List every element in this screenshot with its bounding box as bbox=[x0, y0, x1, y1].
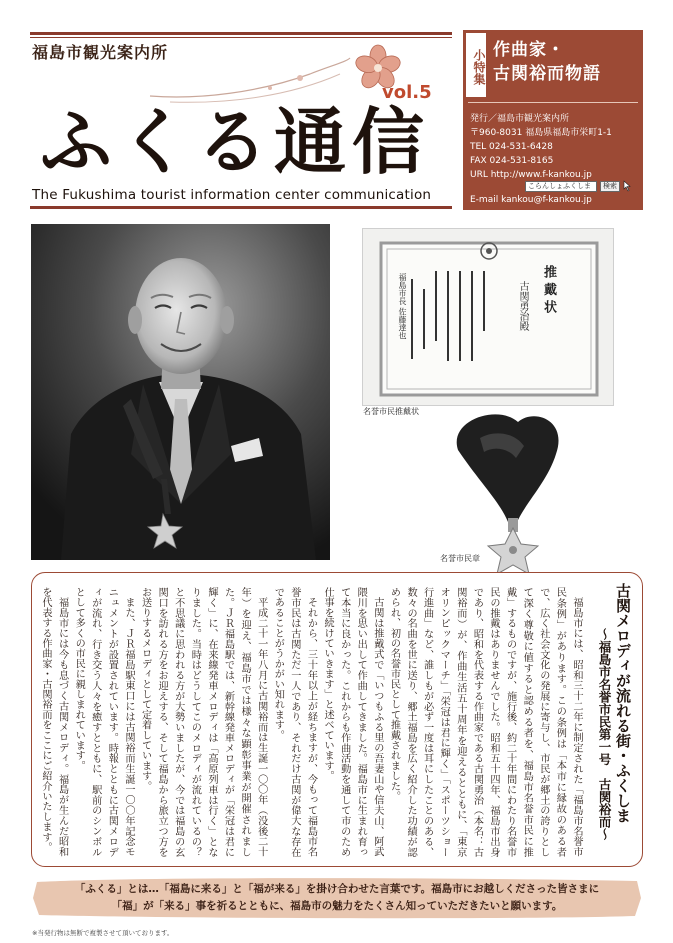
certificate-heading: 推 戴 状 bbox=[541, 265, 556, 314]
footer-line: 「ふくる」とは…「福島に来る」と「福が来る」を掛け合わせた言葉です。福島市にお越しくださった皆さまに bbox=[74, 883, 600, 895]
article-paragraph: 古関は推戴式で「いつもふる里の吾妻山や信夫山、阿武隈川を思い出して作曲してきました。福島市に生まれ育って本当に良かった。これからも作曲活動を通して市のため仕事を続けていきます」と述べています。 bbox=[322, 587, 383, 857]
portrait-photo bbox=[31, 224, 330, 560]
article-heading: 古関メロディが流れる街・ふくしま bbox=[614, 583, 632, 823]
certificate-name: 古関勇治殿 bbox=[517, 281, 528, 331]
certificate-signer: 福島市長 佐藤達也 bbox=[398, 273, 407, 340]
top-rule-thin bbox=[30, 37, 452, 38]
email-line[interactable]: E-mail kankou@f-kankou.jp bbox=[470, 195, 592, 205]
medal-photo bbox=[438, 410, 570, 576]
footer-line: 「福」が「来る」事を祈るとともに、福島市の魅力をたくさん知っていただきたいと願います。 bbox=[111, 900, 563, 912]
feature-title-line: 作曲家・ bbox=[493, 40, 565, 60]
english-subtitle: The Fukushima tourist information center communication bbox=[32, 187, 432, 203]
certificate-photo bbox=[362, 228, 614, 406]
phone-line: TEL 024-531-6428 bbox=[470, 142, 553, 152]
fax-line: FAX 024-531-8165 bbox=[470, 156, 554, 166]
top-rule bbox=[30, 32, 452, 35]
feature-tag: 小特集 bbox=[466, 33, 486, 97]
pointer-cursor-icon bbox=[623, 181, 631, 191]
divider bbox=[468, 102, 638, 103]
newsletter-title: ふくる通信 bbox=[40, 99, 431, 184]
url-line[interactable]: URL http://www.f-kankou.jp bbox=[470, 170, 592, 180]
publisher-line: 発行／福島市観光案内所 bbox=[470, 114, 570, 124]
feature-title bbox=[493, 38, 601, 86]
certificate-caption: 名誉市民推戴状 bbox=[363, 407, 419, 416]
article-box bbox=[31, 572, 643, 867]
footnote: ※当発行物は無断で複製させて頂いております。 bbox=[32, 929, 174, 937]
footer-banner bbox=[31, 876, 643, 920]
feature-title-line: 古関裕而物語 bbox=[493, 64, 601, 84]
decorative-swirl-icon bbox=[150, 48, 350, 104]
search-input[interactable]: こらんしょふくしま bbox=[525, 181, 597, 192]
office-name: 福島市観光案内所 bbox=[32, 43, 169, 62]
article-paragraph: また、ＪＲ福島駅東口には古関裕而生誕一〇〇年記念モニュメントが設置されています。時報とともに古関メロディが流れ、行き交う人々を癒すとともに、駅前のシンボルとして多くの市民に親しまれています。 bbox=[73, 587, 134, 857]
search-button[interactable]: 検索 bbox=[600, 181, 620, 192]
article-paragraph: 平成二十一年八月に古関裕而は生誕一〇〇年（没後二十年）を迎え、福島市では様々な顕彰事業が開催されました。ＪＲ福島駅では、新幹線発車メロディが「栄冠は君に輝く」に、在来線発車メロディは「高原列車は行く」となりました。当時はどうしてこのメロディが流れているの？と不思議に思われる方が大勢いましたが、今では福島の玄関口を訪れる方をお迎えする、そして福島から旅立つ方をお送りするメロディとして定着しています。 bbox=[139, 587, 267, 857]
article-paragraph: 福島市には今も息づく古関メロディ。福島が生んだ昭和を代表する作曲家・古関裕而をここにご紹介いたします。 bbox=[40, 587, 68, 857]
article-paragraph: 福島市には、昭和三十二年に制定された「福島市名誉市民条例」があります。この条例は「本市に縁故のある者で、広く社会文化の発展に寄与し、市民が郷土の誇りとして深く尊敬に値すると認める者を、福島市名誉市民に推戴」するものですが、施行後、約二十年間にわたり名誉市民の推戴はありませんでした。昭和五十四年、福島市出身であり、昭和を代表する作曲家である古関勇治（本名：古関裕而）が、作曲生活五十周年を迎えるとともに、「東京オリンピックマーチ」「栄冠は君に輝く」「スポーツショー行進曲」など、誰しもが必ず一度は耳にしたことのある、数々の名曲を世に送り、郷土福島を広く紹介した功績が認められ、初の名誉市民として推戴されました。 bbox=[388, 587, 582, 857]
footer-text bbox=[31, 881, 643, 915]
masthead bbox=[30, 30, 452, 210]
volume-badge: vol.5 bbox=[382, 82, 432, 103]
publisher-info bbox=[470, 112, 612, 182]
medal-caption: 名誉市民章 bbox=[440, 554, 480, 563]
address-line: 〒960-8031 福島県福島市栄町1-1 bbox=[470, 128, 612, 138]
bottom-rule bbox=[30, 206, 452, 209]
article-subheading: ～福島市名誉市民第一号 古関裕而～ bbox=[597, 628, 612, 841]
article-paragraph: それから、三十年以上が経ちますが、今もって福島市名誉市民は古関ただ一人であり、それだけ古関が偉大な存在であることがうかがい知れます。 bbox=[272, 587, 317, 857]
feature-info-panel bbox=[463, 30, 643, 210]
search-row bbox=[525, 180, 631, 192]
article-body bbox=[40, 587, 584, 857]
portrait-illustration bbox=[31, 224, 330, 560]
